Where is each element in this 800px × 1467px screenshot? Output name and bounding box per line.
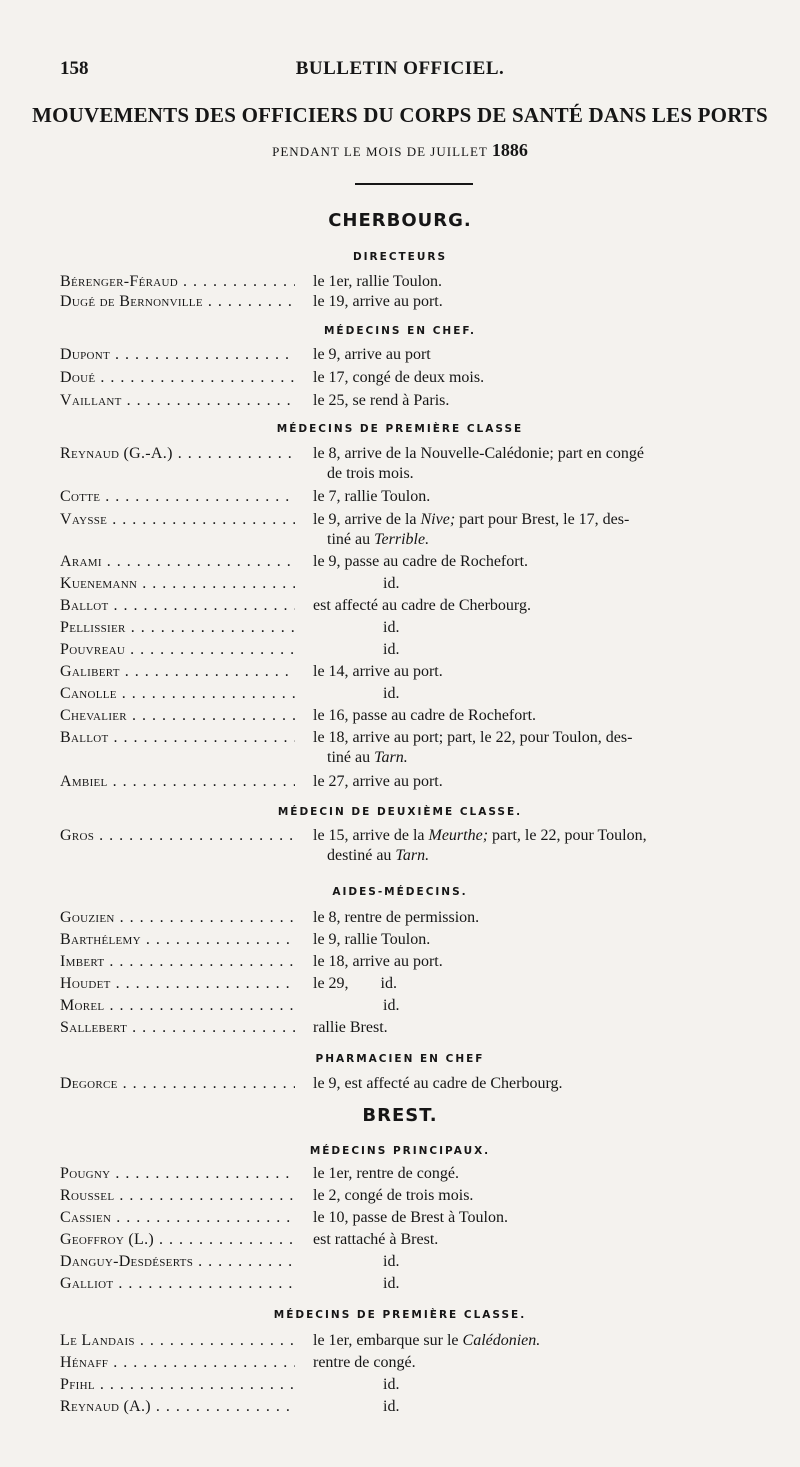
section-heading: DIRECTEURS bbox=[352, 251, 448, 263]
movement-text-a: le 1er, embarque sur le bbox=[313, 1332, 463, 1349]
movement-text bbox=[313, 510, 771, 530]
officer-name: Barthélemy . . . bbox=[60, 930, 295, 950]
movement-text: le 9, arrive au port bbox=[313, 346, 431, 363]
sub-title-text: PENDANT LE MOIS DE JUILLET bbox=[272, 144, 488, 159]
officer-name: Ballot . . . bbox=[60, 728, 295, 748]
entry-row bbox=[60, 1186, 780, 1206]
entry-row bbox=[60, 618, 780, 638]
page-number: 158 bbox=[60, 58, 89, 79]
officer-name: Pouvreau . . . bbox=[60, 640, 295, 660]
ship-name: Calédonien. bbox=[462, 1332, 541, 1349]
entry-row bbox=[60, 706, 780, 726]
movement-text-b: part pour Brest, le 17, des- bbox=[455, 511, 630, 528]
entry-row bbox=[60, 908, 780, 928]
entry-row bbox=[60, 391, 780, 411]
officer-name: Degorce . . . bbox=[60, 1074, 295, 1094]
movement-text: le 9, rallie Toulon. bbox=[313, 931, 431, 948]
main-title: MOUVEMENTS DES OFFICIERS DU CORPS DE SANTÉ DANS LES PORTS bbox=[32, 103, 768, 127]
entry-row bbox=[60, 974, 780, 994]
sub-title-year: 1886 bbox=[491, 140, 528, 160]
movement-text: le 2, congé de trois mois. bbox=[313, 1187, 474, 1204]
officer-name: Dugé de Bernonville . . . bbox=[60, 292, 295, 312]
entry-row bbox=[60, 1353, 780, 1373]
port-heading-brest: BREST. bbox=[362, 1105, 438, 1126]
officer-name: Kuenemann . . . bbox=[60, 574, 295, 594]
movement-text-a: le 15, arrive de la bbox=[313, 827, 429, 844]
movement-text-b: part, le 22, pour Toulon, bbox=[488, 827, 647, 844]
movement-text: id. bbox=[383, 641, 400, 658]
officer-name: Vaysse . . . bbox=[60, 510, 295, 530]
movement-text-cont bbox=[313, 530, 785, 550]
officer-name: Pougny . . . bbox=[60, 1164, 295, 1184]
movement-text: id. bbox=[383, 685, 400, 702]
movement-text: le 8, arrive de la Nouvelle-Calédonie; part en congé bbox=[313, 445, 644, 462]
movement-text: id. bbox=[383, 1376, 400, 1393]
port-heading-cherbourg: CHERBOURG. bbox=[328, 210, 472, 231]
movement-text: le 8, rentre de permission. bbox=[313, 909, 480, 926]
movement-text: id. bbox=[383, 619, 400, 636]
movement-text bbox=[313, 1331, 771, 1351]
entry-row bbox=[60, 510, 780, 548]
movement-text: le 14, arrive au port. bbox=[313, 663, 443, 680]
movement-text: le 7, rallie Toulon. bbox=[313, 488, 431, 505]
entry-row bbox=[60, 1274, 780, 1294]
officer-name: Le Landais . . . bbox=[60, 1331, 295, 1351]
entry-row bbox=[60, 574, 780, 594]
ship-name: Tarn. bbox=[374, 749, 408, 766]
officer-name: Roussel . . . bbox=[60, 1186, 295, 1206]
section-heading: MÉDECIN DE DEUXIÈME CLASSE. bbox=[277, 806, 523, 818]
movement-text: id. bbox=[383, 1275, 400, 1292]
entry-row bbox=[60, 662, 780, 682]
officer-name: Dupont . . . bbox=[60, 345, 295, 365]
movement-text: le 18, arrive au port. bbox=[313, 953, 443, 970]
movement-text: id. bbox=[383, 997, 400, 1014]
movement-text: le 16, passe au cadre de Rochefort. bbox=[313, 707, 537, 724]
entry-row bbox=[60, 552, 780, 572]
entry-row bbox=[60, 684, 780, 704]
officer-name: Pfihl . . . bbox=[60, 1375, 295, 1395]
movement-text: id. bbox=[383, 575, 400, 592]
officer-name: Bérenger-Féraud . . . bbox=[60, 272, 295, 292]
section-heading: PHARMACIEN EN CHEF bbox=[315, 1053, 485, 1065]
entry-row bbox=[60, 1375, 780, 1395]
section-heading: AIDES-MÉDECINS. bbox=[332, 886, 468, 898]
entry-row bbox=[60, 640, 780, 660]
officer-name: Gouzien . . . bbox=[60, 908, 295, 928]
entry-row bbox=[60, 1018, 780, 1038]
entry-row bbox=[60, 345, 780, 365]
movement-text: le 27, arrive au port. bbox=[313, 773, 443, 790]
officer-name: Houdet . . . bbox=[60, 974, 295, 994]
entry-row bbox=[60, 1074, 780, 1094]
officer-name: Geoffroy (L.) . . . bbox=[60, 1230, 295, 1250]
movement-text-c: destiné au bbox=[327, 847, 396, 864]
officer-name: Galliot . . . bbox=[60, 1274, 295, 1294]
movement-text: id. bbox=[383, 1398, 400, 1415]
running-header: BULLETIN OFFICIEL. bbox=[295, 58, 505, 79]
movement-text: le 10, passe de Brest à Toulon. bbox=[313, 1209, 508, 1226]
entry-row bbox=[60, 292, 780, 312]
movement-text: le 19, arrive au port. bbox=[313, 293, 443, 310]
entry-row bbox=[60, 1397, 780, 1417]
entry-row bbox=[60, 772, 780, 792]
ship-name: Meurthe; bbox=[428, 827, 489, 844]
officer-name: Reynaud (G.-A.) . . . bbox=[60, 444, 295, 464]
ship-name: Tarn. bbox=[395, 847, 430, 864]
officer-name: Danguy-Desdéserts . . . bbox=[60, 1252, 295, 1272]
officer-name: Hénaff . . . bbox=[60, 1353, 295, 1373]
movement-text bbox=[313, 826, 771, 846]
officer-name: Cassien . . . bbox=[60, 1208, 295, 1228]
movement-text: id. bbox=[383, 1253, 400, 1270]
section-heading: MÉDECINS EN CHEF. bbox=[323, 325, 477, 337]
officer-name: Morel . . . bbox=[60, 996, 295, 1016]
entry-row bbox=[60, 444, 780, 482]
officer-name: Chevalier . . . bbox=[60, 706, 295, 726]
officer-name: Arami . . . bbox=[60, 552, 295, 572]
officer-name: Ballot . . . bbox=[60, 596, 295, 616]
ship-name: Terrible. bbox=[374, 531, 430, 548]
entry-row bbox=[60, 1331, 780, 1351]
entry-row bbox=[60, 487, 780, 507]
entry-row bbox=[60, 826, 780, 864]
movement-text: le 9, passe au cadre de Rochefort. bbox=[313, 553, 529, 570]
entry-row bbox=[60, 1164, 780, 1184]
section-heading: MÉDECINS DE PREMIÈRE CLASSE. bbox=[273, 1309, 527, 1321]
entry-row bbox=[60, 1230, 780, 1250]
officer-name: Cotte . . . bbox=[60, 487, 295, 507]
officer-name: Canolle . . . bbox=[60, 684, 295, 704]
entry-row bbox=[60, 930, 780, 950]
title-divider bbox=[355, 183, 473, 185]
movement-text: le 25, se rend à Paris. bbox=[313, 392, 450, 409]
movement-text-cont bbox=[313, 748, 785, 768]
movement-text-a: le 9, arrive de la bbox=[313, 511, 421, 528]
entry-row bbox=[60, 996, 780, 1016]
officer-name: Sallebert . . . bbox=[60, 1018, 295, 1038]
entry-row bbox=[60, 368, 780, 388]
section-heading: MÉDECINS DE PREMIÈRE CLASSE bbox=[276, 423, 524, 435]
officer-name: Galibert . . . bbox=[60, 662, 295, 682]
entry-row bbox=[60, 952, 780, 972]
movement-text: le 1er, rallie Toulon. bbox=[313, 273, 443, 290]
movement-text-c: tiné au bbox=[327, 749, 375, 766]
sub-title bbox=[0, 140, 800, 161]
officer-name: Ambiel . . . bbox=[60, 772, 295, 792]
movement-text-cont bbox=[313, 846, 785, 866]
movement-text: est affecté au cadre de Cherbourg. bbox=[313, 597, 531, 614]
officer-name: Reynaud (A.) . . . bbox=[60, 1397, 295, 1417]
entry-row bbox=[60, 728, 780, 766]
movement-text: le 9, est affecté au cadre de Cherbourg. bbox=[313, 1075, 563, 1092]
movement-text-cont: de trois mois. bbox=[327, 465, 414, 482]
officer-name: Gros . . . bbox=[60, 826, 295, 846]
officer-name: Vaillant . . . bbox=[60, 391, 295, 411]
movement-text: le 29, id. bbox=[313, 975, 397, 992]
officer-name: Imbert . . . bbox=[60, 952, 295, 972]
section-heading: MÉDECINS PRINCIPAUX. bbox=[309, 1145, 491, 1157]
officer-name: Doué . . . bbox=[60, 368, 295, 388]
movement-text: rentre de congé. bbox=[313, 1354, 416, 1371]
movement-text-c: tiné au bbox=[327, 531, 375, 548]
movement-text: rallie Brest. bbox=[313, 1019, 388, 1036]
movement-text: est rattaché à Brest. bbox=[313, 1231, 439, 1248]
ship-name: Nive; bbox=[420, 511, 456, 528]
movement-text: le 18, arrive au port; part, le 22, pour Toulon, des- bbox=[313, 729, 633, 746]
entry-row bbox=[60, 272, 780, 292]
entry-row bbox=[60, 596, 780, 616]
movement-text: le 1er, rentre de congé. bbox=[313, 1165, 459, 1182]
entry-row bbox=[60, 1208, 780, 1228]
movement-text: le 17, congé de deux mois. bbox=[313, 369, 485, 386]
entry-row bbox=[60, 1252, 780, 1272]
officer-name: Pellissier . . . bbox=[60, 618, 295, 638]
